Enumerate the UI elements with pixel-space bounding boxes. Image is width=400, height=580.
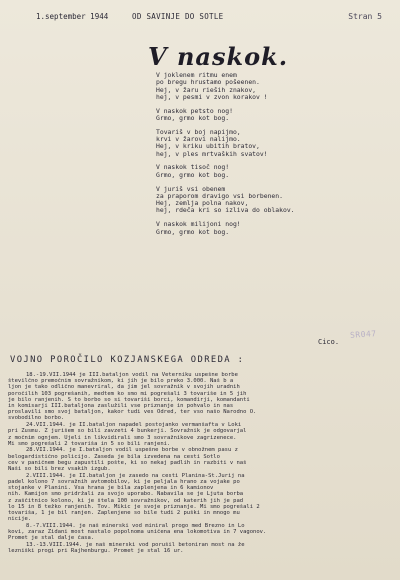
poem-line: V naskok petsto nog!: [156, 106, 233, 115]
report-entry: [8, 372, 396, 422]
report-line: lezniški progi pri Rajhenburgu. Promet je stal 16 ur.: [8, 548, 184, 555]
poem-line: hej, rdeča kri so izliva do oblakov.: [156, 206, 295, 215]
poem-line: V juriš vsi obenem: [156, 184, 226, 193]
poem-title: V naskok.: [148, 42, 289, 71]
report-line: kovi, zaraz Zidani most nastalo popolnoma uničena ena lokomotiva in 7 vagonov.: [8, 529, 267, 536]
poem-line: za praporom dravigo vsi borbenen.: [156, 191, 283, 200]
poem-line: Hej, zemlja polna nakov,: [156, 199, 249, 208]
poem-line: hej, v pesmi v zvon korakov !: [156, 92, 268, 101]
report-line: svobodilno borbo.: [8, 415, 65, 422]
report-line: pri Zusmu. Z jurišem so bili zavzeti 4 bunkerji. Sovražnik je odgovarjal: [8, 428, 247, 435]
archive-stamp: SR047: [349, 329, 377, 340]
report-title: VOJNO POROČILO KOZJANSKEGA ODREDA :: [10, 355, 245, 365]
report-line: in komisarji III.bataljona zaslužili vse priznanje in pohvalo in nas: [8, 403, 234, 410]
report-line: številčno premočnim sovražnikom, ki jih je bilo preko 3.000. Naš b a: [8, 378, 234, 385]
report-entry: [8, 542, 396, 554]
report-line: 13.-13.VIII.1944. je naš minerski vod porušil betoniran most na že: [26, 541, 245, 548]
report-line: z močnim ognjem. Ujeli in likvidirali smo 3 sovražnikove zagrizenece.: [8, 434, 237, 441]
page-header: [0, 10, 400, 24]
report-line: lo 15 in 8 težko ranjenih. Tov. Mikic je svoje priznanje. Mi smo pogrešali 2: [8, 503, 260, 510]
poem-line: Grmo, grmo kot bog.: [156, 227, 230, 236]
report-line: nicije.: [8, 516, 32, 523]
report-line: Naši so bili brez vsakih izgub.: [8, 466, 111, 473]
header-page-number: Stran 5: [348, 12, 382, 21]
report-line: 18.-19.VII.1944 je III.bataljon vodil na Veterniku uspešne borbe: [26, 372, 238, 378]
report-line: nih. Kamijon smo pridržali za svojo uporabo. Nabavila se je Ljuta borba: [8, 491, 244, 498]
poem-stanza: [156, 186, 386, 215]
poem-signature: Cico.: [318, 338, 340, 346]
report-entry: [8, 422, 396, 447]
poem-stanza: [156, 129, 386, 158]
report-line: proslavili smo svoj bataljon, kakor tudi ves Odred, ter vso našo Narodno O.: [8, 409, 257, 416]
report-line: cev v paničnem begu zapustili pošte, ki so nekaj padlih in razbiti v naš: [8, 459, 247, 466]
report-line: 24.VII.1944. je II.bataljon napadel postojanko vermanšafta v Loki: [26, 422, 242, 429]
poem-line: Grmo, grmo kot bog.: [156, 113, 230, 122]
report-line: ljon je tako odlično manevriral, da jim jel sovražnik v svojih uradnih: [8, 384, 240, 391]
report-entry: [8, 523, 396, 542]
poem-line: krvi v žarovi nalijmo.: [156, 135, 241, 144]
report-line: tovariša, 1 je bil ranjen. Zaplenjene so bile tudi 2 puški in mnogo mu: [8, 509, 240, 516]
poem-line: V naskok tisoč nog!: [156, 163, 230, 172]
header-title: OD SAVINJE DO SOTLE: [132, 12, 224, 21]
poem-line: Hej, v kriku ubitih bratov,: [156, 142, 260, 151]
report-line: z zaščitnico kolono, ki je štela 100 sovražnikov, od katerih jih je pad: [8, 497, 244, 504]
report-entry: [8, 447, 396, 472]
report-line: poročilih 103 pogrešanih, medtem ko smo mi pogrešali 3 tovariše in 5 jih: [8, 390, 247, 397]
poem-stanza: [156, 108, 386, 123]
poem-body: [156, 72, 386, 242]
poem-line: V naskok milijoni nog!: [156, 220, 241, 229]
header-date: 1.september 1944: [36, 12, 109, 21]
report-line: Mi smo pogrešali 2 tovariša in 5 so bili ranjeni.: [8, 440, 171, 447]
poem-line: po bregu hrustamo pošeenen.: [156, 78, 260, 87]
report-line: stojanke v Planini. Vsa hrana je bila zaplenjena in 6 kamionov: [8, 485, 214, 492]
poem-stanza: [156, 221, 386, 236]
report-line: 28.VII.1944. je I.bataljon vodil uspešne borbe v obnožnem pasu z: [26, 447, 238, 454]
report-line: Promet je stal dalje časa.: [8, 535, 95, 542]
poem-stanza: [156, 164, 386, 179]
poem-line: V joklenem ritmu enem: [156, 71, 237, 79]
report-entry: [8, 473, 396, 523]
poem-line: Tovariš v boj napijmo,: [156, 127, 241, 136]
poem-stanza: [156, 72, 386, 101]
report-line: padel kolono 7 sovražnih avtomobilov, ki je peljala hrano za vojake po: [8, 478, 240, 485]
poem-line: hej, v ples mrtvaških svatov!: [156, 149, 268, 158]
report-line: belogardistično policijo. Zaseda je bila izvedena na cesti Sotlo: [8, 453, 220, 460]
report-line: 2.VIII.1944. je II.bataljon je zasedo na cesti Planina-Št.Jurij na: [26, 472, 245, 479]
poem-line: Hej, v žaru rieših znakov,: [156, 85, 257, 94]
report-body: [8, 372, 396, 555]
report-line: 8.-7.VIII.1944. je naš minerski vod miniral progo med Brezno in Lo: [26, 522, 245, 529]
report-line: je bilo ranjenih. S to borbo so si tovariši borci, komandirji, komandanti: [8, 396, 250, 403]
poem-line: Grmo, grmo kot bog.: [156, 170, 230, 179]
